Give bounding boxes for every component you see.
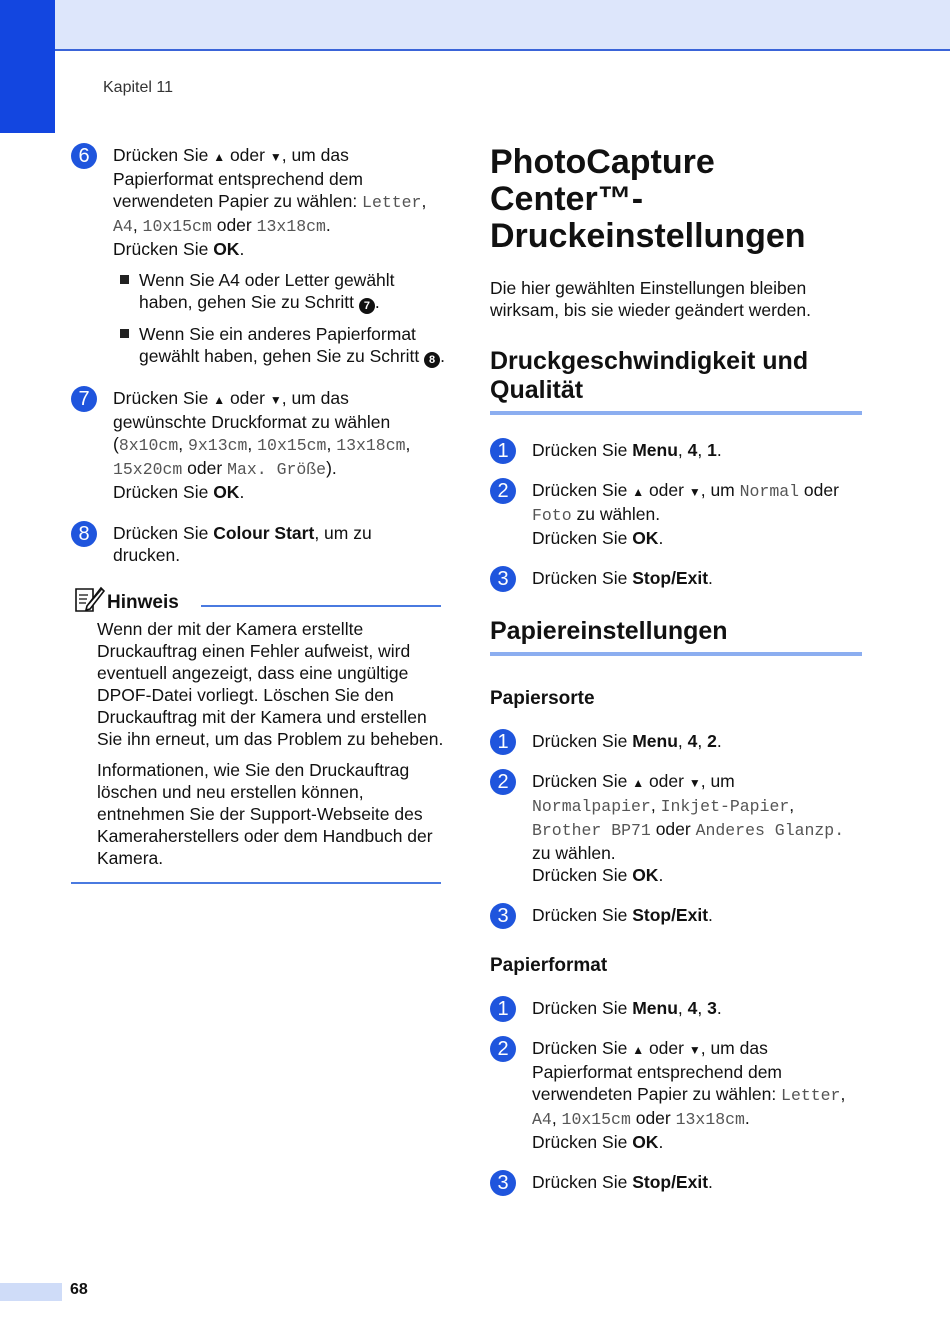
text: , um bbox=[700, 771, 735, 791]
ok-key: OK bbox=[632, 1132, 659, 1152]
text: . bbox=[716, 998, 722, 1018]
down-arrow-icon: ▼ bbox=[688, 776, 701, 790]
stop-exit-key: Stop/Exit bbox=[632, 568, 709, 588]
option: 13x18cm bbox=[336, 436, 406, 455]
footer-band bbox=[0, 1283, 62, 1301]
paper-size-step-1 bbox=[490, 997, 862, 1019]
step-text bbox=[532, 1037, 862, 1131]
text: Drücken Sie bbox=[532, 440, 633, 460]
text: Drücken Sie bbox=[532, 528, 633, 548]
text: Drücken Sie bbox=[532, 568, 633, 588]
text: zu wählen. bbox=[532, 843, 616, 863]
text: . bbox=[658, 528, 664, 548]
bullet-square-icon bbox=[120, 275, 129, 284]
text: Drücken Sie bbox=[113, 145, 214, 165]
option: Normalpapier bbox=[532, 797, 651, 816]
ok-key: OK bbox=[632, 528, 659, 548]
note-bottom-rule bbox=[71, 882, 441, 884]
section-heading-paper: Papiereinstellungen bbox=[490, 617, 728, 645]
step-press bbox=[532, 1131, 862, 1153]
text: , bbox=[677, 731, 688, 751]
text: Drücken Sie bbox=[113, 388, 214, 408]
text: , um bbox=[700, 480, 740, 500]
option: 10x15cm bbox=[561, 1110, 631, 1129]
text: , bbox=[405, 434, 411, 454]
text: Drücken Sie bbox=[532, 998, 633, 1018]
menu-key: Menu bbox=[632, 998, 678, 1018]
text: , bbox=[421, 191, 427, 211]
option: Foto bbox=[532, 506, 572, 525]
step-number-badge: 3 bbox=[490, 566, 516, 592]
text: , bbox=[697, 440, 708, 460]
bullet-square-icon bbox=[120, 329, 129, 338]
step-text bbox=[113, 387, 441, 481]
step-number-badge: 8 bbox=[71, 521, 97, 547]
text: . bbox=[325, 215, 331, 235]
subheading-paper-size: Papierformat bbox=[490, 955, 608, 976]
text: Drücken Sie bbox=[532, 771, 633, 791]
key: 1 bbox=[707, 440, 717, 460]
quality-step-2 bbox=[490, 479, 862, 549]
text: Drücken Sie bbox=[113, 239, 214, 259]
bullet-item bbox=[113, 269, 449, 314]
step-number-badge: 7 bbox=[71, 386, 97, 412]
menu-key: Menu bbox=[632, 440, 678, 460]
ok-key: OK bbox=[213, 482, 240, 502]
text: zu wählen. bbox=[571, 504, 661, 524]
step-number-badge: 2 bbox=[490, 478, 516, 504]
text: , um das Papierformat entsprechend dem verwendeten Papier zu wählen: bbox=[113, 145, 363, 211]
option: 9x13cm bbox=[187, 436, 248, 455]
option: Letter bbox=[781, 1086, 841, 1105]
section-heading-quality: Druckgeschwindigkeit und Qualität bbox=[490, 347, 809, 404]
chapter-tab bbox=[0, 0, 55, 133]
text: oder bbox=[644, 480, 689, 500]
step-number-badge: 1 bbox=[490, 996, 516, 1022]
key: 3 bbox=[707, 998, 717, 1018]
text: , bbox=[697, 731, 708, 751]
quality-step-1 bbox=[490, 439, 862, 461]
text: . bbox=[708, 568, 713, 588]
text: . bbox=[374, 292, 380, 312]
option: Brother BP71 bbox=[532, 821, 651, 840]
step-7 bbox=[71, 387, 441, 503]
note-body bbox=[71, 618, 445, 869]
step-6 bbox=[71, 144, 441, 260]
text: Drücken Sie bbox=[532, 905, 633, 925]
text: , um das gewünschte Druckformat zu wählen ( bbox=[113, 388, 391, 454]
text: Drücken Sie bbox=[532, 1038, 633, 1058]
text: Drücken Sie bbox=[532, 1132, 633, 1152]
key: 4 bbox=[687, 440, 698, 460]
step-number-badge: 3 bbox=[490, 1170, 516, 1196]
text: Drücken Sie bbox=[532, 1172, 633, 1192]
key: 4 bbox=[687, 731, 698, 751]
text: Drücken Sie bbox=[113, 482, 214, 502]
text: , bbox=[677, 998, 688, 1018]
paper-type-step-1 bbox=[490, 730, 862, 752]
step-8 bbox=[71, 522, 441, 566]
option: 10x15cm bbox=[257, 436, 327, 455]
step-press bbox=[113, 238, 441, 260]
option-a4: A4 bbox=[113, 217, 133, 236]
key: 4 bbox=[687, 998, 698, 1018]
up-arrow-icon: ▲ bbox=[213, 150, 226, 164]
step-ref-icon: 7 bbox=[359, 298, 375, 314]
down-arrow-icon: ▼ bbox=[688, 485, 701, 499]
text: oder bbox=[644, 771, 689, 791]
stop-exit-key: Stop/Exit bbox=[632, 1172, 709, 1192]
text: Wenn Sie A4 oder Letter gewählt haben, gehen Sie zu Schritt bbox=[139, 270, 395, 312]
option: A4 bbox=[532, 1110, 552, 1129]
text: . bbox=[708, 1172, 713, 1192]
intro-text: Die hier gewählten Einstellungen bleiben wirksam, bis sie wieder geändert werden. bbox=[490, 278, 811, 320]
text: , bbox=[789, 795, 795, 815]
left-column bbox=[71, 144, 445, 884]
text: . bbox=[239, 239, 245, 259]
text: oder bbox=[225, 145, 270, 165]
step-number-badge: 2 bbox=[490, 769, 516, 795]
text: Drücken Sie bbox=[532, 865, 633, 885]
text: . bbox=[716, 440, 722, 460]
step-text bbox=[532, 479, 862, 527]
text: , bbox=[650, 795, 661, 815]
right-column bbox=[490, 144, 862, 1193]
option: Normal bbox=[739, 482, 800, 501]
stop-exit-key: Stop/Exit bbox=[632, 905, 709, 925]
chapter-label: Kapitel 11 bbox=[103, 79, 173, 96]
text: , bbox=[677, 440, 688, 460]
up-arrow-icon: ▲ bbox=[632, 485, 645, 499]
paper-size-step-3 bbox=[490, 1171, 862, 1193]
step-number-badge: 2 bbox=[490, 1036, 516, 1062]
step-text bbox=[113, 522, 441, 566]
step-press bbox=[532, 527, 862, 549]
option-letter: Letter bbox=[362, 193, 422, 212]
text: oder bbox=[225, 388, 270, 408]
text: oder bbox=[644, 1038, 689, 1058]
step-number-badge: 6 bbox=[71, 143, 97, 169]
option-10x15: 10x15cm bbox=[142, 217, 212, 236]
text: Wenn Sie ein anderes Papierformat gewählt haben, gehen Sie zu Schritt bbox=[139, 324, 425, 366]
menu-key: Menu bbox=[632, 731, 678, 751]
text: Drücken Sie bbox=[113, 523, 214, 543]
option: 8x10cm bbox=[118, 436, 179, 455]
text: . bbox=[658, 865, 664, 885]
ok-key: OK bbox=[213, 239, 240, 259]
up-arrow-icon: ▲ bbox=[632, 1043, 645, 1057]
step-text bbox=[532, 770, 862, 864]
step-press bbox=[113, 481, 441, 503]
text: oder bbox=[799, 480, 839, 500]
text: , bbox=[132, 215, 143, 235]
page-title: PhotoCapture Center™-Druckeinstellungen bbox=[490, 143, 806, 255]
text: . bbox=[716, 731, 722, 751]
step-ref-icon: 8 bbox=[424, 352, 440, 368]
option: 13x18cm bbox=[675, 1110, 745, 1129]
colour-start-key: Colour Start bbox=[213, 523, 315, 543]
step-text bbox=[113, 144, 441, 238]
text: Drücken Sie bbox=[532, 731, 633, 751]
text: , um das Papierformat entsprechend dem verwendeten Papier zu wählen: bbox=[532, 1038, 782, 1104]
text: Drücken Sie bbox=[532, 480, 633, 500]
subheading-paper-type: Papiersorte bbox=[490, 688, 595, 709]
down-arrow-icon: ▼ bbox=[269, 393, 282, 407]
text: . bbox=[440, 346, 445, 366]
text: , bbox=[697, 998, 708, 1018]
pencil-note-icon bbox=[73, 584, 105, 614]
header-band bbox=[0, 0, 950, 51]
text: , um zu drucken. bbox=[113, 523, 372, 565]
option: Max. Größe bbox=[227, 460, 327, 479]
down-arrow-icon: ▼ bbox=[688, 1043, 701, 1057]
text: , bbox=[551, 1108, 562, 1128]
text: oder bbox=[630, 1108, 676, 1128]
step-number-badge: 1 bbox=[490, 729, 516, 755]
bullet-item bbox=[113, 323, 449, 368]
text: , bbox=[247, 434, 258, 454]
option-13x18: 13x18cm bbox=[256, 217, 326, 236]
paper-type-step-2 bbox=[490, 770, 862, 886]
key: 2 bbox=[707, 731, 717, 751]
text: oder bbox=[650, 819, 696, 839]
note-paragraph: Wenn der mit der Kamera erstellte Druckauftrag einen Fehler aufweist, wird eventuell angezeigt, dass eine ungültige DPOF-Datei vorliegt. Löschen Sie den Druckauftrag mit der Kamera und erstellen Sie ihn erneut, um das Problem zu beheben. bbox=[97, 619, 444, 749]
quality-step-3 bbox=[490, 567, 862, 589]
option: 15x20cm bbox=[113, 460, 183, 479]
note-box bbox=[71, 592, 444, 884]
text: . bbox=[744, 1108, 750, 1128]
text: ). bbox=[326, 458, 337, 478]
text: , bbox=[326, 434, 337, 454]
text: , bbox=[178, 434, 188, 454]
page-number: 68 bbox=[70, 1281, 88, 1298]
step-number-badge: 3 bbox=[490, 903, 516, 929]
text: , bbox=[840, 1084, 846, 1104]
up-arrow-icon: ▲ bbox=[632, 776, 645, 790]
step-number-badge: 1 bbox=[490, 438, 516, 464]
note-paragraph: Informationen, wie Sie den Druckauftrag löschen und neu erstellen können, entnehmen Sie der Support-Webseite des Kameraherstellers oder dem Handbuch der Kamera. bbox=[97, 760, 433, 868]
text: . bbox=[708, 905, 713, 925]
note-divider bbox=[201, 605, 441, 607]
note-title: Hinweis bbox=[107, 592, 179, 613]
text: oder bbox=[211, 215, 257, 235]
down-arrow-icon: ▼ bbox=[269, 150, 282, 164]
text: . bbox=[239, 482, 245, 502]
up-arrow-icon: ▲ bbox=[213, 393, 226, 407]
option: Inkjet-Papier bbox=[660, 797, 790, 816]
text: . bbox=[658, 1132, 664, 1152]
note-header bbox=[71, 592, 441, 618]
option: Anderes Glanzp. bbox=[695, 821, 845, 840]
paper-type-step-3 bbox=[490, 904, 862, 926]
ok-key: OK bbox=[632, 865, 659, 885]
step-press bbox=[532, 864, 862, 886]
text: oder bbox=[182, 458, 228, 478]
paper-size-step-2 bbox=[490, 1037, 862, 1153]
